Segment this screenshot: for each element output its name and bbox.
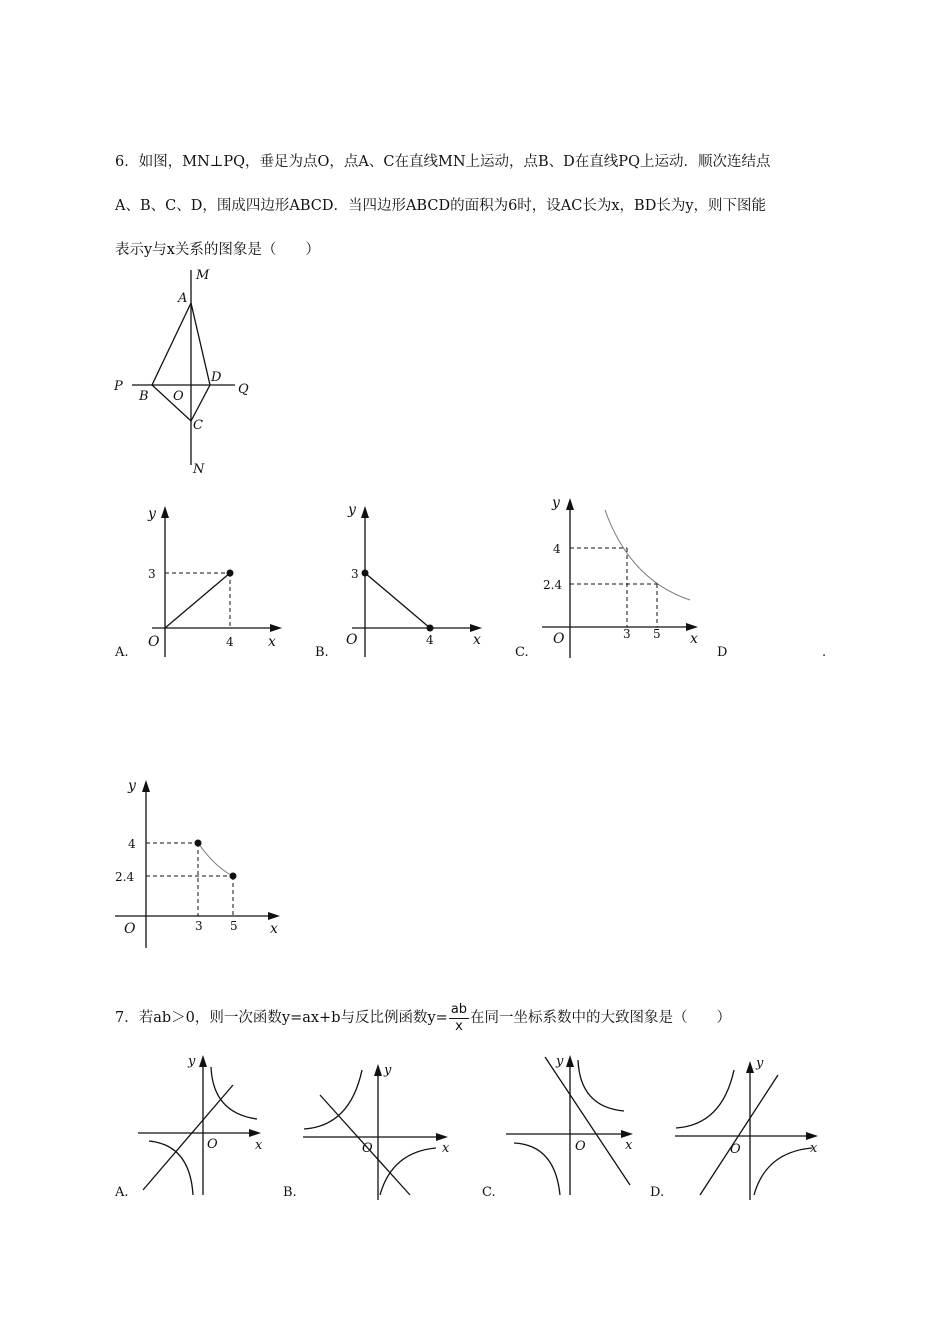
x-tick-label-5: 5 xyxy=(653,627,661,641)
q6-option-d-letter: D xyxy=(717,645,728,660)
y-tick-label-4: 4 xyxy=(128,837,136,851)
y-axis-label: y xyxy=(148,506,156,522)
y-axis-label: y xyxy=(128,778,136,794)
q6-option-b-letter: B. xyxy=(315,645,329,660)
y-axis-label: y xyxy=(384,1063,392,1078)
x-axis-label: x xyxy=(473,632,481,648)
x-axis-label: x xyxy=(810,1141,818,1156)
fraction-denominator: x xyxy=(455,1018,463,1034)
label-A: A xyxy=(178,291,188,306)
label-O: O xyxy=(173,389,184,404)
question-6-line-2: A、B、C、D，围成四边形ABCD．当四边形ABCD的面积为6时，设AC长为x，BD长为y，则下图能 xyxy=(115,198,767,214)
question-6-line-1: 6．如图，MN⊥PQ，垂足为点O，点A、C在直线MN上运动，点B、D在直线PQ上运动．顺次连结点 xyxy=(115,154,771,170)
y-tick-label: 3 xyxy=(351,567,359,581)
quadrilateral-figure xyxy=(110,265,270,480)
x-axis-label: x xyxy=(268,634,276,650)
origin-label: O xyxy=(730,1142,741,1157)
q6-option-b-graph xyxy=(340,500,490,665)
q6-option-a-letter: A. xyxy=(115,645,129,660)
q6-option-d-graph xyxy=(110,770,290,950)
y-tick-label-2.4: 2.4 xyxy=(115,870,135,884)
q7-option-c-letter: C. xyxy=(482,1185,496,1200)
q7-option-b-graph xyxy=(300,1060,460,1205)
y-axis-label: y xyxy=(756,1056,764,1071)
q6-option-a-graph xyxy=(140,500,290,665)
y-tick-label: 3 xyxy=(148,567,156,581)
x-axis-label: x xyxy=(690,631,698,647)
y-axis-label: y xyxy=(188,1054,196,1069)
label-P: P xyxy=(114,379,123,394)
x-tick-label: 4 xyxy=(426,633,434,647)
x-axis-label: x xyxy=(625,1138,633,1153)
question-7-text xyxy=(115,998,840,1038)
x-tick-label: 4 xyxy=(226,635,234,649)
q6-option-c-graph xyxy=(530,490,710,665)
x-axis-label: x xyxy=(255,1138,263,1153)
origin-label: O xyxy=(124,921,136,937)
y-axis-label: y xyxy=(348,502,356,518)
label-Q: Q xyxy=(238,382,249,397)
x-tick-label-3: 3 xyxy=(623,627,631,641)
x-tick-label-3: 3 xyxy=(195,919,203,933)
q6-option-d-trailing-dot: . xyxy=(822,645,827,660)
origin-label: O xyxy=(553,631,565,647)
label-N: N xyxy=(193,462,205,477)
q7-option-d-graph xyxy=(670,1055,830,1205)
question-6-text xyxy=(115,140,840,272)
label-C: C xyxy=(193,418,203,433)
fraction-numerator: ab xyxy=(450,1001,468,1017)
q7-option-d-letter: D. xyxy=(650,1185,665,1200)
q7-option-a-graph xyxy=(135,1045,270,1200)
origin-label: O xyxy=(148,634,160,650)
fraction-ab-over-x xyxy=(449,1002,469,1035)
y-axis-label: y xyxy=(556,1054,564,1069)
label-D: D xyxy=(211,370,222,385)
q7-option-b-letter: B. xyxy=(283,1185,297,1200)
label-M: M xyxy=(196,268,210,283)
q6-option-c-letter: C. xyxy=(515,645,529,660)
q7-option-c-graph xyxy=(500,1045,645,1205)
origin-label: O xyxy=(207,1137,218,1152)
question-7-suffix: 在同一坐标系数中的大致图象是（ ） xyxy=(470,1010,732,1026)
x-axis-label: x xyxy=(442,1141,450,1156)
q7-option-a-letter: A. xyxy=(115,1185,129,1200)
origin-label: O xyxy=(362,1141,373,1156)
origin-label: O xyxy=(575,1139,586,1154)
x-axis-label: x xyxy=(270,921,278,937)
y-tick-label-2.4: 2.4 xyxy=(543,578,563,592)
question-7-prefix: 7．若ab＞0，则一次函数y=ax+b与反比例函数y= xyxy=(115,1010,448,1026)
question-6-line-3: 表示y与x关系的图象是（ ） xyxy=(115,242,320,258)
y-axis-label: y xyxy=(552,495,560,511)
x-tick-label-5: 5 xyxy=(230,919,238,933)
origin-label: O xyxy=(346,632,358,648)
y-tick-label-4: 4 xyxy=(553,542,561,556)
label-B: B xyxy=(139,389,149,404)
